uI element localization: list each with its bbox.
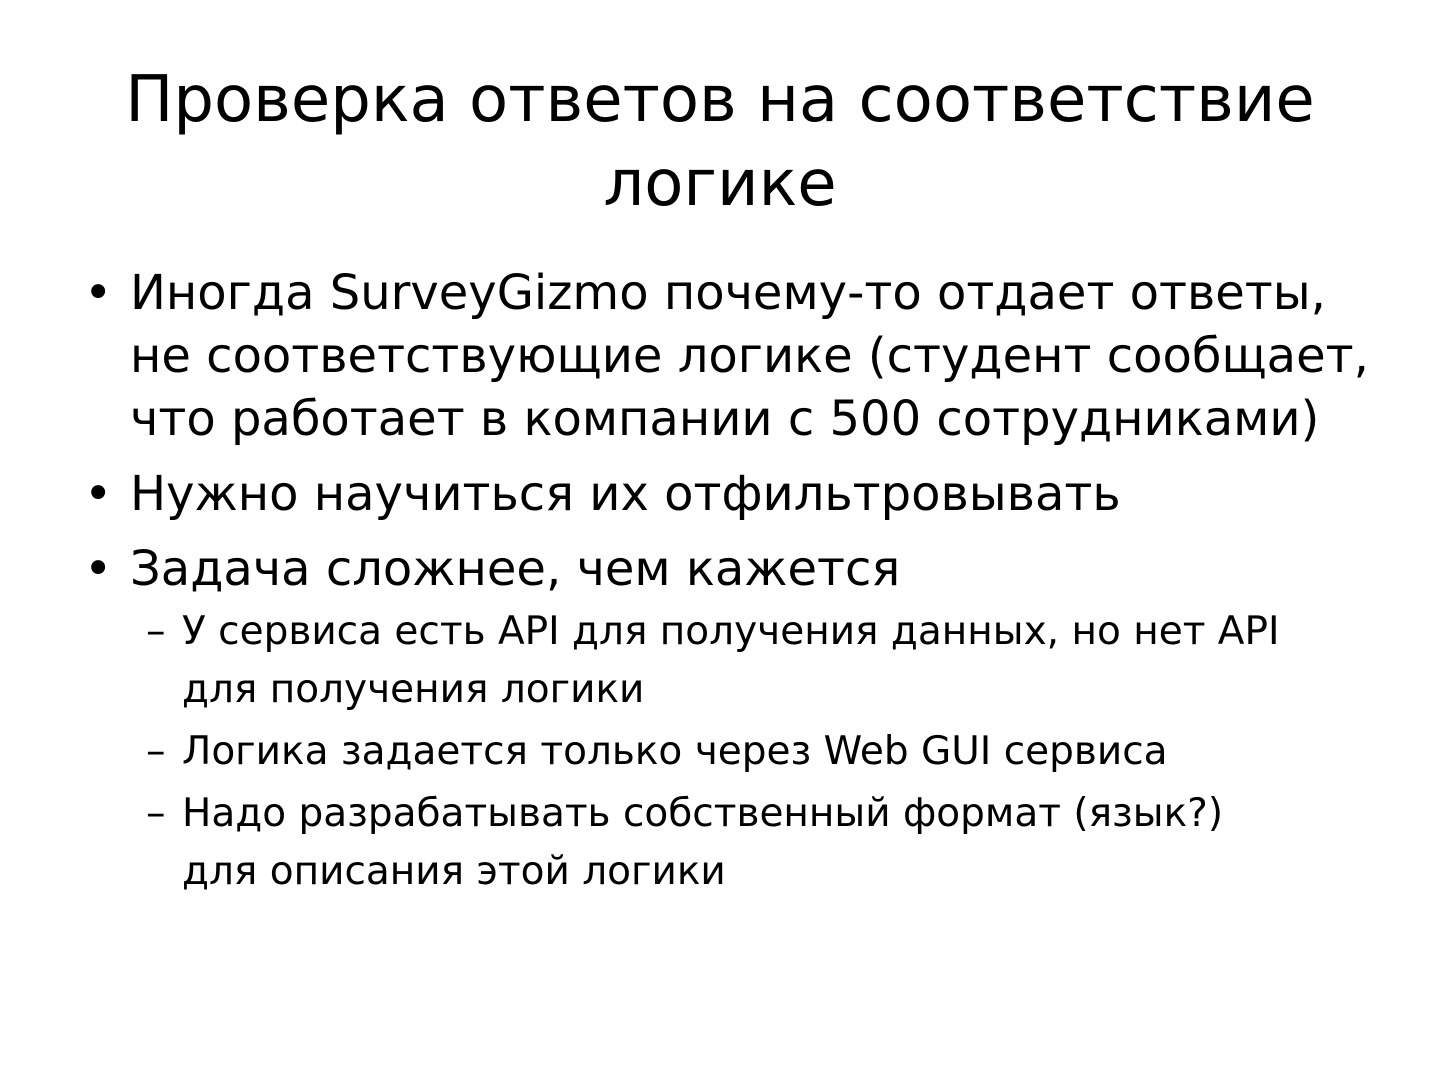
slide-title-line-2: логике — [603, 147, 837, 221]
sub-bullet-marker: – — [146, 729, 166, 774]
sub-bullet-text-line: Логика задается только через Web GUI сервиса — [182, 729, 1168, 774]
bullet-item — [84, 262, 1384, 451]
bullet-marker: • — [84, 541, 113, 597]
bullet-item — [84, 538, 1384, 601]
bullet-list — [84, 262, 1384, 905]
bullet-text-line: что работает в компании с 500 сотрудниками) — [130, 391, 1320, 447]
sub-bullet-marker: – — [146, 609, 166, 654]
sub-bullet-text-line: для получения логики — [182, 667, 645, 712]
sub-bullet-item — [146, 785, 1384, 901]
sub-bullet-text-line: У сервиса есть API для получения данных, но нет API — [182, 609, 1280, 654]
bullet-marker: • — [84, 466, 113, 522]
slide-title-line-1: Проверка ответов на соответствие — [125, 63, 1315, 137]
sub-bullet-text-line: для описания этой логики — [182, 849, 726, 894]
bullet-text-line: Нужно научиться их отфильтровывать — [130, 466, 1121, 522]
bullet-text-line: Иногда SurveyGizmo почему-то отдает ответы, — [130, 265, 1326, 321]
bullet-text-line: Задача сложнее, чем кажется — [130, 541, 901, 597]
sub-bullet-marker: – — [146, 791, 166, 836]
slide-title — [60, 58, 1380, 226]
sub-bullet-list — [84, 603, 1384, 901]
bullet-text-line: не соответствующие логике (студент сообщает, — [130, 328, 1369, 384]
sub-bullet-item — [146, 723, 1384, 781]
bullet-item — [84, 463, 1384, 526]
sub-bullet-text-line: Надо разрабатывать собственный формат (язык?) — [182, 791, 1224, 836]
sub-bullet-item — [146, 603, 1384, 719]
bullet-marker: • — [84, 265, 113, 321]
